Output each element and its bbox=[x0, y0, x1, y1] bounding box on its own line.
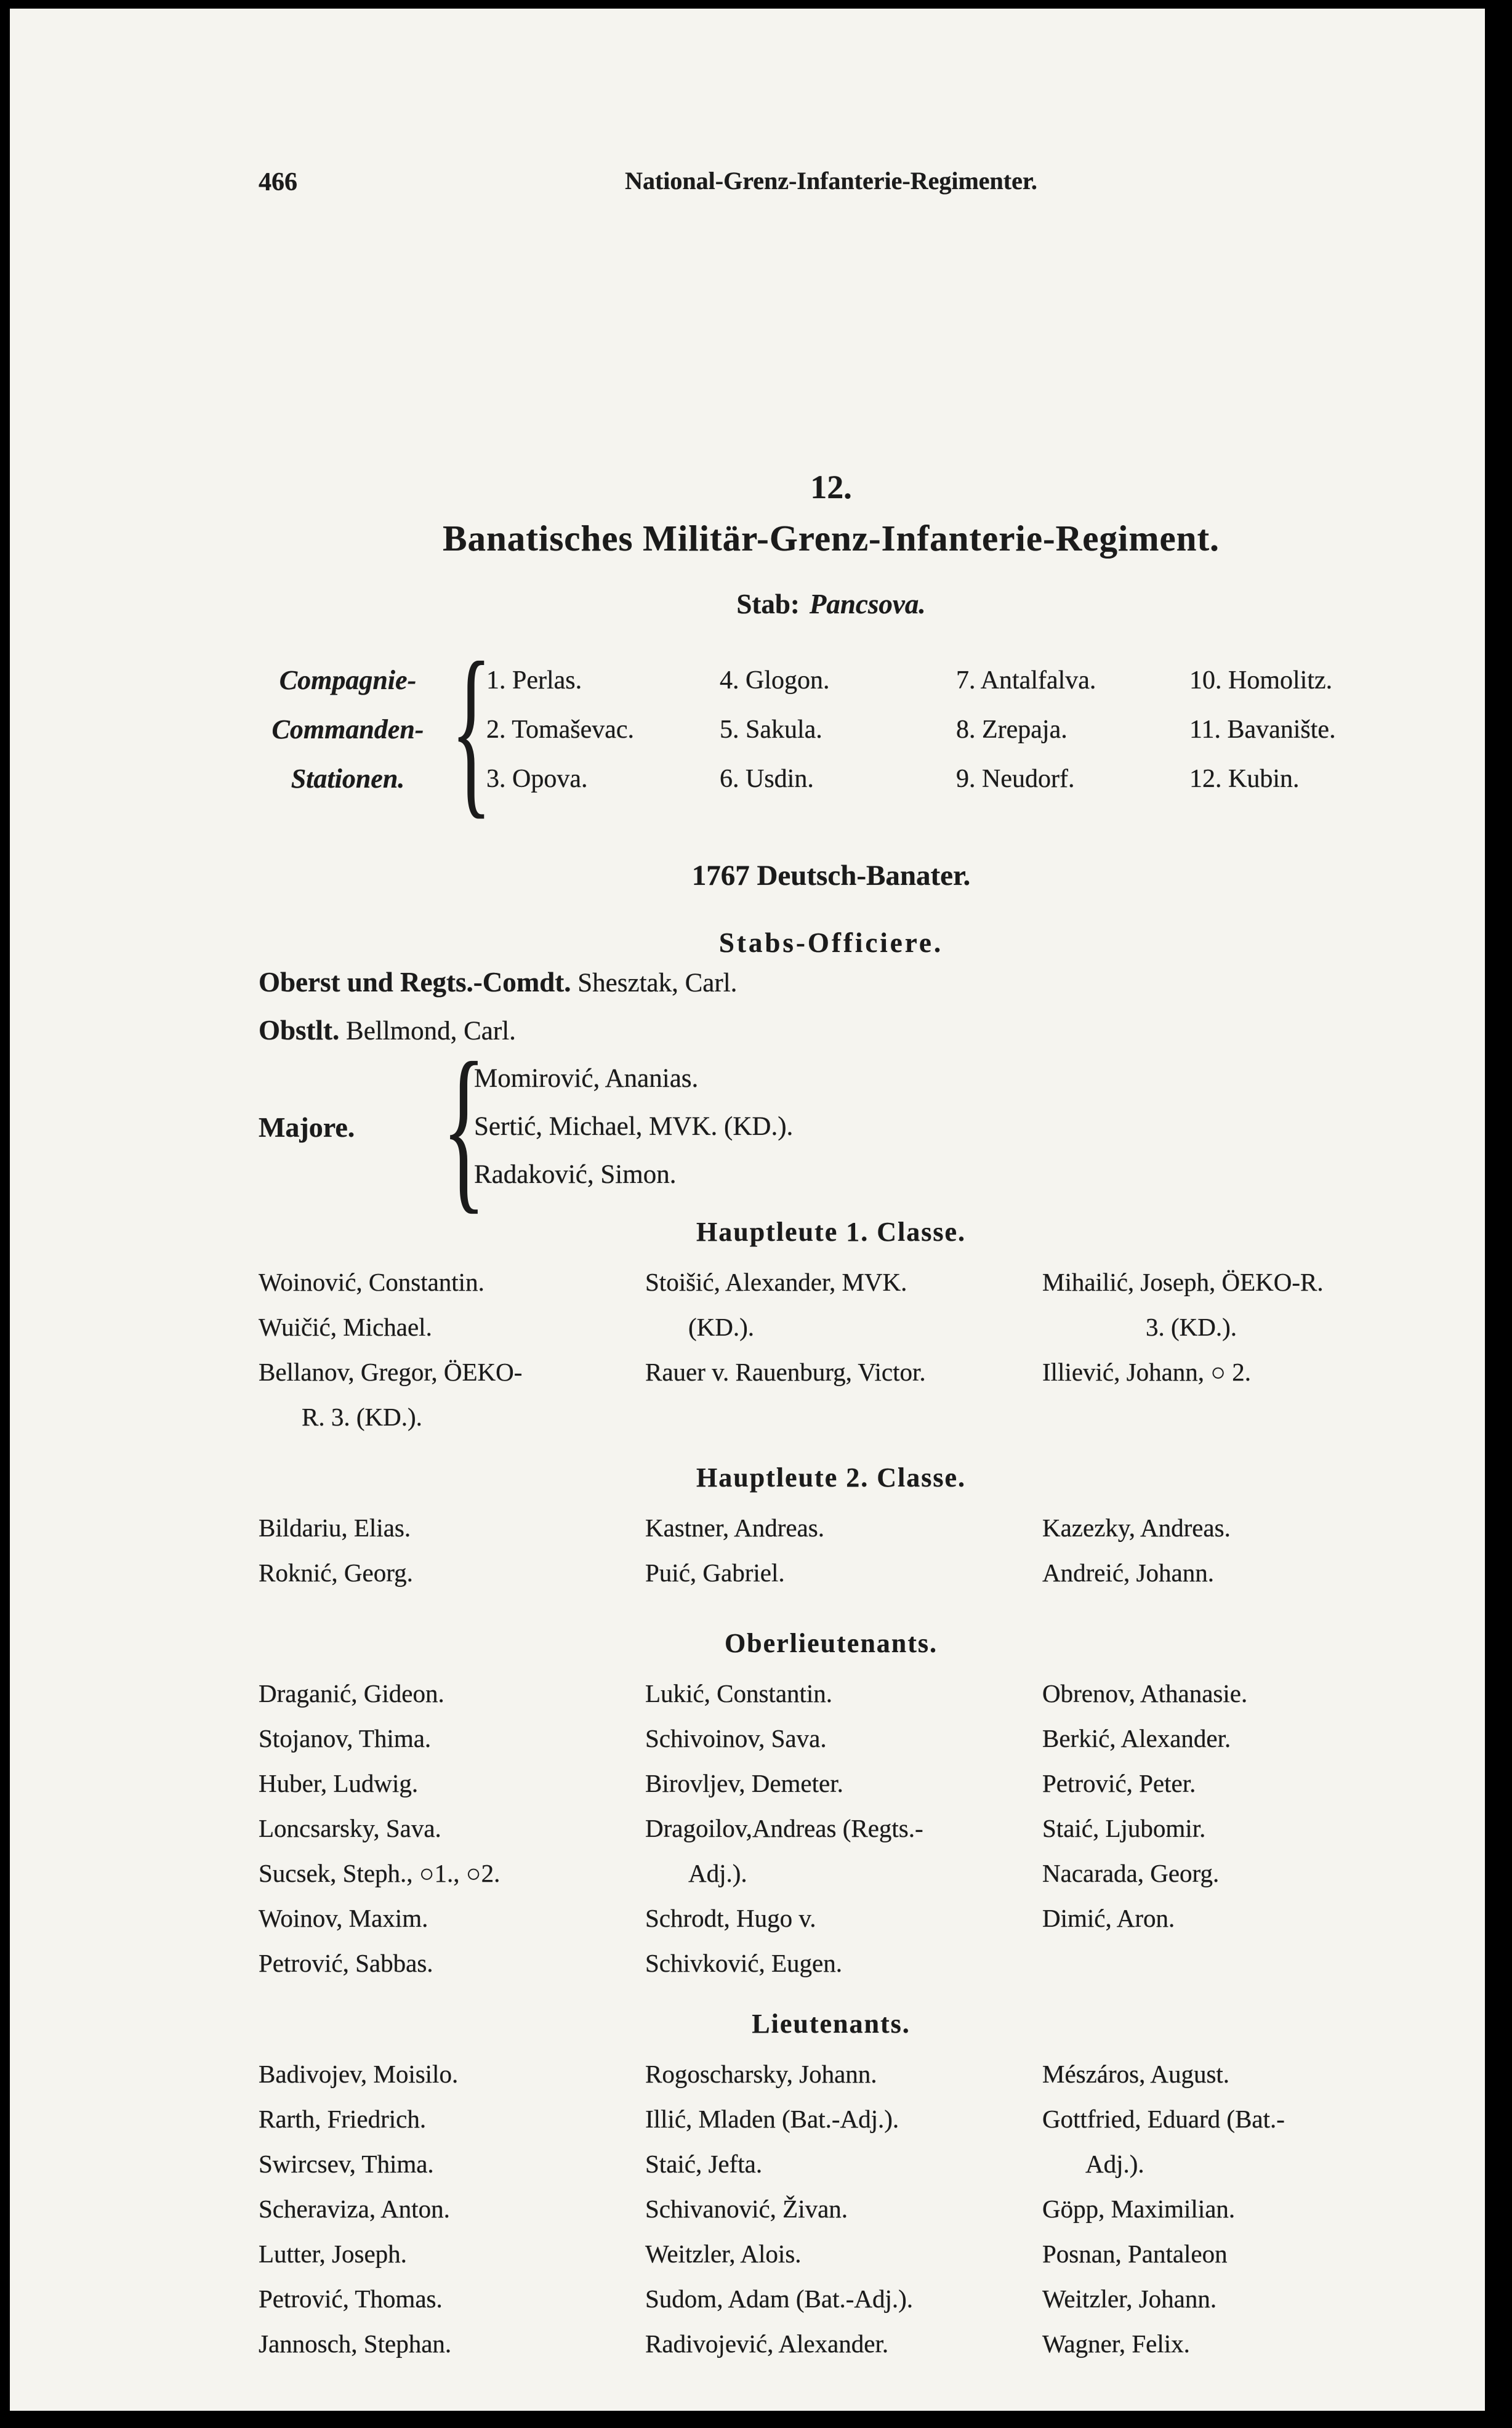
station-item: 1. Perlas. bbox=[486, 666, 582, 695]
hauptleute1-column-3 bbox=[1042, 1260, 1404, 1440]
officer-name: Schrodt, Hugo v. bbox=[645, 1904, 816, 1932]
founding-line: 1767 Deutsch-Banater. bbox=[691, 860, 971, 892]
stab-label: Stab: bbox=[736, 589, 800, 619]
officer-name: Kazezky, Andreas. bbox=[1042, 1514, 1231, 1542]
officer-name: Rauer v. Rauenburg, Victor. bbox=[645, 1358, 926, 1386]
stations-label-line: Compagnie- bbox=[279, 665, 417, 695]
officer-name: Lutter, Joseph. bbox=[259, 2240, 407, 2268]
station-item: 6. Usdin. bbox=[720, 765, 814, 793]
stab-line bbox=[259, 588, 1404, 620]
officer-name: Huber, Ludwig. bbox=[259, 1769, 419, 1797]
officer-name: Sudom, Adam (Bat.-Adj.). bbox=[645, 2285, 914, 2313]
majore-label: Majore. bbox=[259, 1111, 355, 1143]
officer-name: Staić, Ljubomir. bbox=[1042, 1814, 1206, 1842]
officer-name: Stoišić, Alexander, MVK. bbox=[645, 1268, 907, 1296]
officer-name: Draganić, Gideon. bbox=[259, 1679, 444, 1708]
officer-name: Lukić, Constantin. bbox=[645, 1679, 833, 1708]
oberst-rank: Oberst und Regts.-Comdt. bbox=[259, 967, 571, 998]
officer-name-continuation: Adj.). bbox=[688, 1859, 747, 1887]
officer-name: Illiević, Johann, ○ 2. bbox=[1042, 1358, 1252, 1386]
officer-name: Wuičić, Michael. bbox=[259, 1313, 432, 1341]
officer-name: Kastner, Andreas. bbox=[645, 1514, 824, 1542]
officer-name: Göpp, Maximilian. bbox=[1042, 2195, 1236, 2223]
hauptleute2-column-1 bbox=[259, 1506, 645, 1595]
officer-name: Schivanović, Živan. bbox=[645, 2195, 848, 2223]
stations-label-line: Stationen. bbox=[291, 764, 405, 794]
officer-name: Obrenov, Athanasie. bbox=[1042, 1679, 1248, 1708]
officer-name: Stojanov, Thima. bbox=[259, 1724, 432, 1752]
officer-name-continuation: Adj.). bbox=[1085, 2150, 1144, 2178]
brace-glyph: { bbox=[441, 1025, 486, 1229]
officer-name: Puić, Gabriel. bbox=[645, 1559, 785, 1587]
station-item: 7. Antalfalva. bbox=[956, 666, 1096, 695]
officer-name: Rarth, Friedrich. bbox=[259, 2105, 427, 2133]
obstlt-rank: Obstlt. bbox=[259, 1015, 340, 1046]
officer-name: Birovljev, Demeter. bbox=[645, 1769, 843, 1797]
running-header: National-Grenz-Infanterie-Regimenter. bbox=[625, 167, 1037, 195]
officer-name: Schivković, Eugen. bbox=[645, 1949, 842, 1977]
station-item: 4. Glogon. bbox=[720, 666, 830, 695]
hauptleute2-column-3 bbox=[1042, 1506, 1404, 1595]
station-item: 3. Opova. bbox=[486, 765, 588, 793]
hauptleute1-columns bbox=[259, 1260, 1404, 1440]
officer-name: Illić, Mladen (Bat.-Adj.). bbox=[645, 2105, 899, 2133]
officer-name: Petrović, Peter. bbox=[1042, 1769, 1196, 1797]
hauptleute1-column-1 bbox=[259, 1260, 645, 1440]
obstlt-name: Bellmond, Carl. bbox=[346, 1017, 516, 1046]
officer-name: Andreić, Johann. bbox=[1042, 1559, 1214, 1587]
officer-name: Rogoscharsky, Johann. bbox=[645, 2060, 877, 2088]
officer-name: Gottfried, Eduard (Bat.- bbox=[1042, 2105, 1285, 2133]
officer-name: Badivojev, Moisilo. bbox=[259, 2060, 459, 2088]
station-item: 10. Homolitz. bbox=[1189, 666, 1333, 695]
officer-name-continuation: 3. (KD.). bbox=[1146, 1313, 1237, 1341]
officer-name-continuation: (KD.). bbox=[688, 1313, 755, 1341]
majore-names bbox=[474, 1055, 793, 1199]
regiment-title: Banatisches Militär-Grenz-Infanterie-Regiment. bbox=[443, 518, 1220, 559]
company-command-stations bbox=[259, 624, 1404, 835]
officer-name: Woinov, Maxim. bbox=[259, 1904, 428, 1932]
staff-line-oberst bbox=[259, 959, 1404, 1007]
officer-name: Radivojević, Alexander. bbox=[645, 2329, 889, 2358]
stations-label-line: Commanden- bbox=[271, 714, 424, 744]
station-item: 8. Zrepaja. bbox=[956, 716, 1068, 744]
oberlieutenants-column-2 bbox=[645, 1671, 1042, 1986]
staff-line-obstlt bbox=[259, 1007, 1404, 1055]
officer-name: Jannosch, Stephan. bbox=[259, 2329, 452, 2358]
stations-column-4 bbox=[1189, 656, 1404, 804]
officer-name: Dimić, Aron. bbox=[1042, 1904, 1175, 1932]
page-header-row bbox=[259, 166, 1404, 200]
regiment-ordinal: 12. bbox=[810, 469, 852, 506]
stations-column-3 bbox=[956, 656, 1189, 804]
officer-name: Wagner, Felix. bbox=[1042, 2329, 1190, 2358]
section-heading-lieutenants: Lieutenants. bbox=[752, 2009, 911, 2039]
officer-name: Loncsarsky, Sava. bbox=[259, 1814, 441, 1842]
lieutenants-column-1 bbox=[259, 2052, 645, 2366]
page-number: 466 bbox=[259, 168, 297, 196]
brace-glyph: { bbox=[451, 624, 492, 835]
station-item: 12. Kubin. bbox=[1189, 765, 1300, 793]
oberlieutenants-columns bbox=[259, 1671, 1404, 1986]
officer-name: Bildariu, Elias. bbox=[259, 1514, 411, 1542]
stab-place: Pancsova. bbox=[809, 589, 926, 619]
stations-column-1 bbox=[486, 656, 720, 804]
lieutenants-columns bbox=[259, 2052, 1404, 2366]
officer-name: Petrović, Sabbas. bbox=[259, 1949, 433, 1977]
officer-name: Mészáros, August. bbox=[1042, 2060, 1230, 2088]
officer-name: Swircsev, Thima. bbox=[259, 2150, 434, 2178]
station-item: 5. Sakula. bbox=[720, 716, 822, 744]
section-heading-hauptleute-2: Hauptleute 2. Classe. bbox=[696, 1462, 966, 1493]
page-content bbox=[10, 9, 1485, 2366]
officer-name: Sucsek, Steph., ○1., ○2. bbox=[259, 1859, 501, 1887]
oberst-name: Shesztak, Carl. bbox=[577, 969, 738, 998]
officer-name: Staić, Jefta. bbox=[645, 2150, 763, 2178]
station-item: 9. Neudorf. bbox=[956, 765, 1075, 793]
section-heading-stabs-officiere: Stabs-Officiere. bbox=[718, 927, 944, 958]
section-heading-oberlieutenants: Oberlieutenants. bbox=[724, 1628, 938, 1658]
section-heading-hauptleute-1: Hauptleute 1. Classe. bbox=[696, 1217, 966, 1247]
officer-name-continuation: R. 3. (KD.). bbox=[302, 1403, 422, 1431]
officer-name: Weitzler, Johann. bbox=[1042, 2285, 1217, 2313]
officer-name: Bellanov, Gregor, ÖEKO- bbox=[259, 1358, 523, 1386]
officer-name: Nacarada, Georg. bbox=[1042, 1859, 1220, 1887]
stations-column-2 bbox=[720, 656, 956, 804]
officer-name: Scheraviza, Anton. bbox=[259, 2195, 450, 2223]
stations-label bbox=[259, 656, 437, 804]
officer-name: Woinović, Constantin. bbox=[259, 1268, 485, 1296]
officer-name: Posnan, Pantaleon bbox=[1042, 2240, 1228, 2268]
officer-name: Mihailić, Joseph, ÖEKO-R. bbox=[1042, 1268, 1324, 1296]
hauptleute2-columns bbox=[259, 1506, 1404, 1595]
officer-name: Berkić, Alexander. bbox=[1042, 1724, 1231, 1752]
lieutenants-column-3 bbox=[1042, 2052, 1404, 2366]
oberlieutenants-column-1 bbox=[259, 1671, 645, 1986]
officer-name: Schivoinov, Sava. bbox=[645, 1724, 827, 1752]
station-item: 11. Bavanište. bbox=[1189, 716, 1336, 744]
officer-name: Momirović, Ananias. bbox=[474, 1064, 699, 1093]
officer-name: Sertić, Michael, MVK. (KD.). bbox=[474, 1112, 794, 1141]
officer-name: Weitzler, Alois. bbox=[645, 2240, 802, 2268]
officer-name: Roknić, Georg. bbox=[259, 1559, 413, 1587]
station-item: 2. Tomaševac. bbox=[486, 716, 635, 744]
hauptleute2-column-2 bbox=[645, 1506, 1042, 1595]
officer-name: Radaković, Simon. bbox=[474, 1160, 677, 1189]
officer-name: Petrović, Thomas. bbox=[259, 2285, 443, 2313]
lieutenants-column-2 bbox=[645, 2052, 1042, 2366]
oberlieutenants-column-3 bbox=[1042, 1671, 1404, 1986]
hauptleute1-column-2 bbox=[645, 1260, 1042, 1440]
officer-name: Dragoilov,Andreas (Regts.- bbox=[645, 1814, 923, 1842]
